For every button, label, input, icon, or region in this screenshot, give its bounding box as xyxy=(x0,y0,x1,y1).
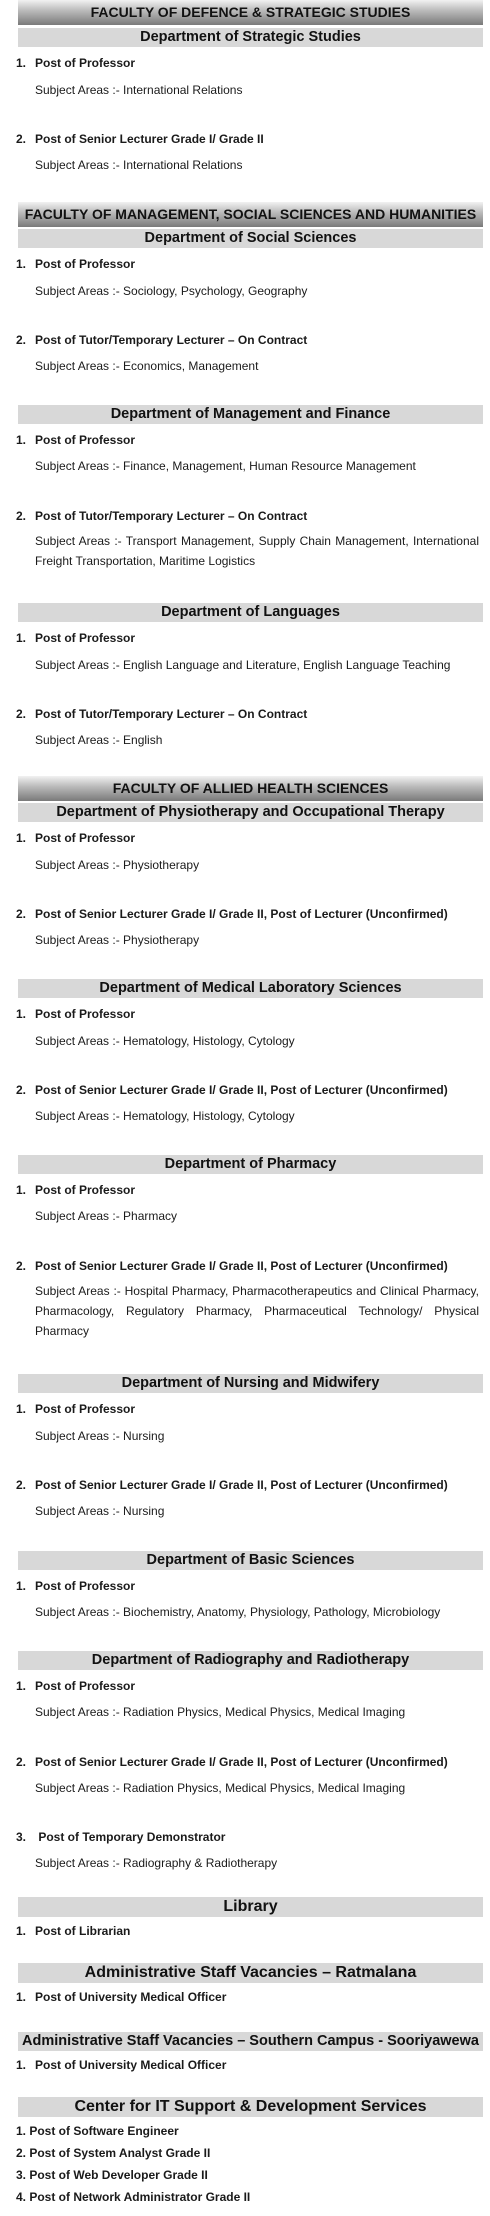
subject-areas: Subject Areas :- Sociology, Psychology, Geography xyxy=(35,284,308,298)
post-name: Post of Professor xyxy=(35,56,136,70)
department-header: Department of Basic Sciences xyxy=(18,1551,483,1570)
post-number: 2. xyxy=(16,907,27,921)
post-title xyxy=(16,56,135,71)
post-number: 1. xyxy=(16,1924,27,1938)
subject-areas: Subject Areas :- Transport Management, Supply Chain Management, International Freight Transportation, Maritime Logistics xyxy=(35,534,479,568)
post-number: 1. xyxy=(16,1990,27,2004)
subject-areas: Subject Areas :- Radiography & Radiotherapy xyxy=(35,1856,278,1870)
post-title xyxy=(16,1183,135,1198)
post-number: 1. xyxy=(16,56,27,70)
department-header: Department of Social Sciences xyxy=(18,229,483,248)
post-number: 1. xyxy=(16,831,27,845)
post-number: 2. xyxy=(16,333,27,347)
post-name: Post of Senior Lecturer Grade I/ Grade II, Post of Lecturer (Unconfirmed) xyxy=(35,1478,448,1492)
post-number: 1. xyxy=(16,1579,27,1593)
post-title xyxy=(16,1478,448,1493)
post-title xyxy=(16,831,135,846)
subject-areas: Subject Areas :- Nursing xyxy=(35,1504,165,1518)
subject-areas: Subject Areas :- Physiotherapy xyxy=(35,858,200,872)
post-number: 1. xyxy=(16,433,27,447)
post-title xyxy=(16,1083,448,1098)
post-title xyxy=(16,1579,135,1594)
post-title xyxy=(16,1990,226,2005)
post-title xyxy=(16,631,135,646)
post-title xyxy=(16,1755,448,1770)
faculty-header: FACULTY OF MANAGEMENT, SOCIAL SCIENCES AND HUMANITIES xyxy=(18,202,483,227)
post-title xyxy=(16,1679,135,1694)
post-number: 1. xyxy=(16,2058,27,2072)
it-post-item: 4. Post of Network Administrator Grade II xyxy=(16,2190,251,2204)
post-title xyxy=(16,1830,225,1845)
it-post-item: 2. Post of System Analyst Grade II xyxy=(16,2146,211,2160)
post-title xyxy=(16,1924,130,1939)
department-header: Center for IT Support & Development Services xyxy=(18,2097,483,2117)
post-name: Post of Senior Lecturer Grade I/ Grade II, Post of Lecturer (Unconfirmed) xyxy=(35,1755,448,1769)
post-name: Post of Senior Lecturer Grade I/ Grade II, Post of Lecturer (Unconfirmed) xyxy=(35,1083,448,1097)
post-name: Post of Librarian xyxy=(35,1924,131,1938)
department-header: Administrative Staff Vacancies – Southern Campus - Sooriyawewa xyxy=(18,2032,483,2051)
subject-areas: Subject Areas :- Nursing xyxy=(35,1429,165,1443)
department-header: Department of Pharmacy xyxy=(18,1155,483,1174)
post-number: 2. xyxy=(16,1478,27,1492)
post-name: Post of Senior Lecturer Grade I/ Grade II xyxy=(35,132,264,146)
it-post-item: 1. Post of Software Engineer xyxy=(16,2124,179,2138)
post-name: Post of Professor xyxy=(35,631,136,645)
subject-areas: Subject Areas :- English Language and Literature, English Language Teaching xyxy=(35,658,451,672)
post-title xyxy=(16,509,307,524)
department-header: Department of Nursing and Midwifery xyxy=(18,1374,483,1393)
post-title xyxy=(16,132,264,147)
post-name: Post of Professor xyxy=(35,1579,136,1593)
department-header: Library xyxy=(18,1897,483,1917)
department-header: Department of Medical Laboratory Sciences xyxy=(18,979,483,998)
post-number: 3. xyxy=(16,1830,27,1844)
post-name: Post of Professor xyxy=(35,1402,136,1416)
subject-areas: Subject Areas :- Physiotherapy xyxy=(35,933,200,947)
department-header: Department of Languages xyxy=(18,603,483,622)
subject-areas: Subject Areas :- Hospital Pharmacy, Pharmacotherapeutics and Clinical Pharmacy, Pharmacology, Regulatory Pharmacy, Pharmaceutical Technology/ Physical Pharmacy xyxy=(35,1284,479,1338)
post-title xyxy=(16,1259,448,1274)
post-number: 1. xyxy=(16,257,27,271)
department-header: Department of Strategic Studies xyxy=(18,28,483,47)
post-number: 2. xyxy=(16,509,27,523)
subject-areas: Subject Areas :- English xyxy=(35,733,163,747)
post-title xyxy=(16,2058,226,2073)
post-name: Post of University Medical Officer xyxy=(35,2058,227,2072)
post-name: Post of Tutor/Temporary Lecturer – On Contract xyxy=(35,509,308,523)
post-number: 2. xyxy=(16,132,27,146)
post-name: Post of Tutor/Temporary Lecturer – On Contract xyxy=(35,333,308,347)
department-header: Administrative Staff Vacancies – Ratmalana xyxy=(18,1963,483,1983)
post-name: Post of Temporary Demonstrator xyxy=(35,1830,226,1844)
post-name: Post of Professor xyxy=(35,433,136,447)
subject-areas: Subject Areas :- Economics, Management xyxy=(35,359,259,373)
post-title xyxy=(16,1007,135,1022)
department-header: Department of Physiotherapy and Occupational Therapy xyxy=(18,803,483,822)
post-number: 1. xyxy=(16,1007,27,1021)
post-number: 2. xyxy=(16,1259,27,1273)
post-title xyxy=(16,433,135,448)
post-number: 2. xyxy=(16,1755,27,1769)
post-title xyxy=(16,707,307,722)
post-number: 2. xyxy=(16,1083,27,1097)
post-name: Post of Professor xyxy=(35,831,136,845)
post-number: 1. xyxy=(16,1402,27,1416)
subject-areas: Subject Areas :- International Relations xyxy=(35,158,243,172)
post-name: Post of Professor xyxy=(35,1007,136,1021)
post-number: 1. xyxy=(16,631,27,645)
post-title xyxy=(16,333,307,348)
post-number: 2. xyxy=(16,707,27,721)
post-name: Post of Senior Lecturer Grade I/ Grade II, Post of Lecturer (Unconfirmed) xyxy=(35,907,448,921)
post-title xyxy=(16,1402,135,1417)
post-number: 1. xyxy=(16,1679,27,1693)
post-name: Post of Professor xyxy=(35,1679,136,1693)
post-title xyxy=(16,907,448,922)
subject-areas: Subject Areas :- International Relations xyxy=(35,83,243,97)
subject-areas: Subject Areas :- Biochemistry, Anatomy, Physiology, Pathology, Microbiology xyxy=(35,1605,441,1619)
post-name: Post of University Medical Officer xyxy=(35,1990,227,2004)
subject-areas: Subject Areas :- Finance, Management, Human Resource Management xyxy=(35,459,416,473)
post-name: Post of Professor xyxy=(35,257,136,271)
subject-areas: Subject Areas :- Pharmacy xyxy=(35,1209,178,1223)
post-name: Post of Professor xyxy=(35,1183,136,1197)
post-name: Post of Senior Lecturer Grade I/ Grade II, Post of Lecturer (Unconfirmed) xyxy=(35,1259,448,1273)
post-title xyxy=(16,257,135,272)
subject-areas: Subject Areas :- Radiation Physics, Medical Physics, Medical Imaging xyxy=(35,1781,406,1795)
department-header: Department of Management and Finance xyxy=(18,405,483,424)
post-name: Post of Tutor/Temporary Lecturer – On Contract xyxy=(35,707,308,721)
faculty-header: FACULTY OF DEFENCE & STRATEGIC STUDIES xyxy=(18,0,483,25)
faculty-header: FACULTY OF ALLIED HEALTH SCIENCES xyxy=(18,776,483,801)
subject-areas: Subject Areas :- Hematology, Histology, Cytology xyxy=(35,1109,295,1123)
it-post-item: 3. Post of Web Developer Grade II xyxy=(16,2168,208,2182)
subject-areas: Subject Areas :- Radiation Physics, Medical Physics, Medical Imaging xyxy=(35,1705,406,1719)
department-header: Department of Radiography and Radiotherapy xyxy=(18,1651,483,1670)
post-number: 1. xyxy=(16,1183,27,1197)
subject-areas: Subject Areas :- Hematology, Histology, Cytology xyxy=(35,1034,295,1048)
